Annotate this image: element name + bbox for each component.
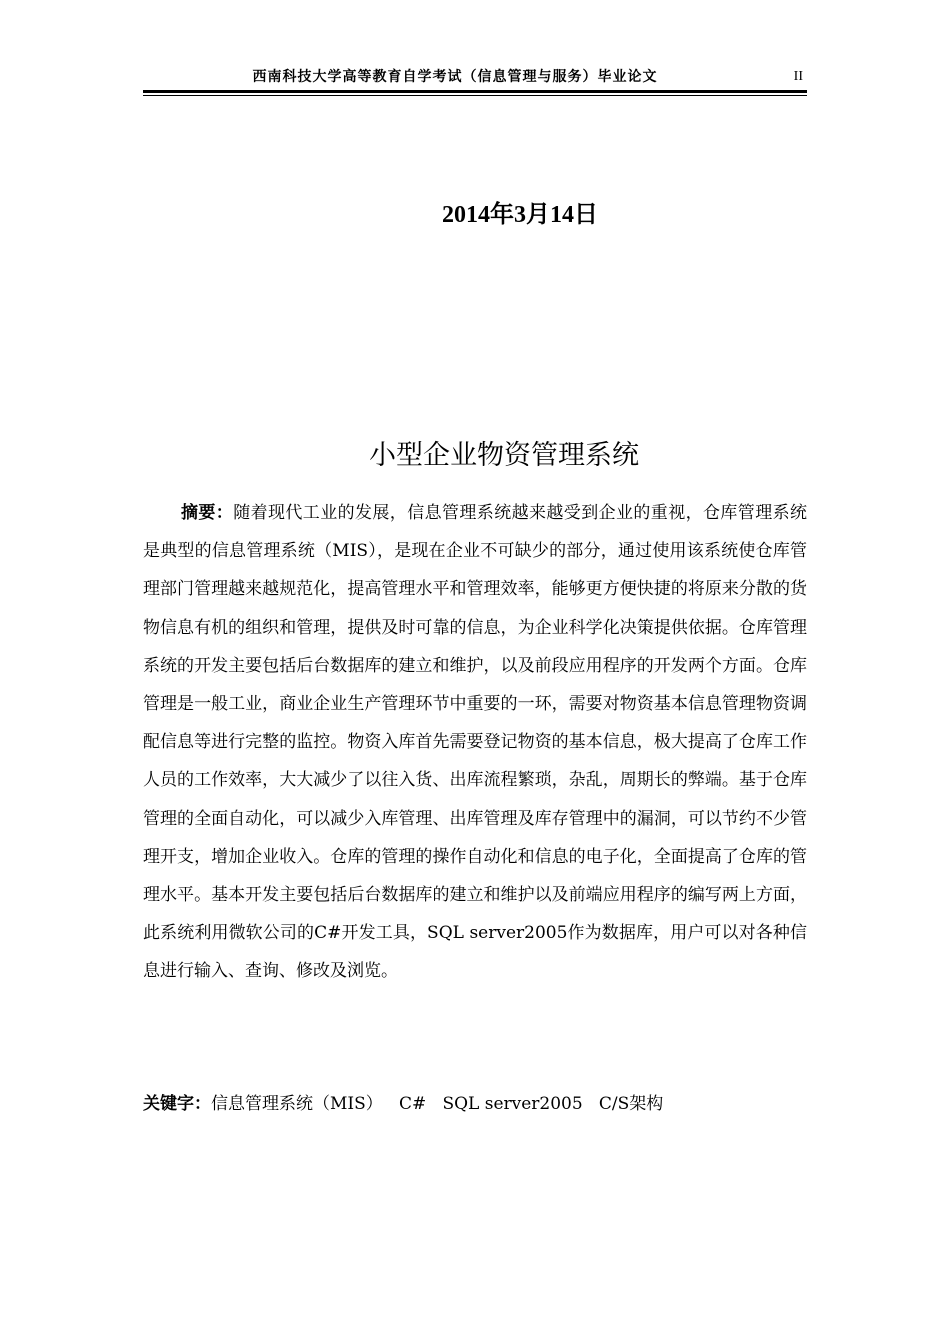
header-rule-thick bbox=[143, 90, 807, 93]
keywords-line bbox=[143, 1087, 807, 1121]
abstract-label: 摘要： bbox=[181, 503, 234, 523]
header-title: 西南科技大学高等教育自学考试（信息管理与服务）毕业论文 bbox=[252, 69, 658, 85]
keywords-text: 信息管理系统（MIS） C# SQL server2005 C/S架构 bbox=[211, 1094, 664, 1114]
header-rule-thin bbox=[143, 95, 807, 96]
abstract-text: 随着现代工业的发展，信息管理系统越来越受到企业的重视，仓库管理系统是典型的信息管理系统（MIS），是现在企业不可缺少的部分，通过使用该系统使仓库管理部门管理越来越规范化，提高管理水平和管理效率，能够更方便快捷的将原来分散的货物信息有机的组织和管理，提供及时可靠的信息，为企业科学化决策提供依据。仓库管理系统的开发主要包括后台数据库的建立和维护，以及前段应用程序的开发两个方面。仓库管理是一般工业，商业企业生产管理环节中重要的一环，需要对物资基本信息管理物资调配信息等进行完整的监控。物资入库首先需要登记物资的基本信息，极大提高了仓库工作人员的工作效率，大大减少了以往入货、出库流程繁琐，杂乱，周期长的弊端。基于仓库管理的全面自动化，可以减少入库管理、出库管理及库存管理中的漏洞，可以节约不少管理开支，增加企业收入。仓库的管理的操作自动化和信息的电子化，全面提高了仓库的管理水平。基本开发主要包括后台数据库的建立和维护以及前端应用程序的编写两上方面，此系统利用微软公司的C#开发工具，SQL server2005作为数据库，用户可以对各种信息进行输入、查询、修改及浏览。 bbox=[143, 503, 808, 982]
page-header bbox=[143, 66, 807, 96]
header-page-number: II bbox=[793, 69, 803, 84]
date-line: 2014年3月14日 bbox=[442, 202, 598, 228]
thesis-title: 小型企业物资管理系统 bbox=[369, 440, 639, 471]
abstract-paragraph bbox=[143, 494, 807, 991]
keywords-label: 关键字： bbox=[143, 1094, 211, 1114]
